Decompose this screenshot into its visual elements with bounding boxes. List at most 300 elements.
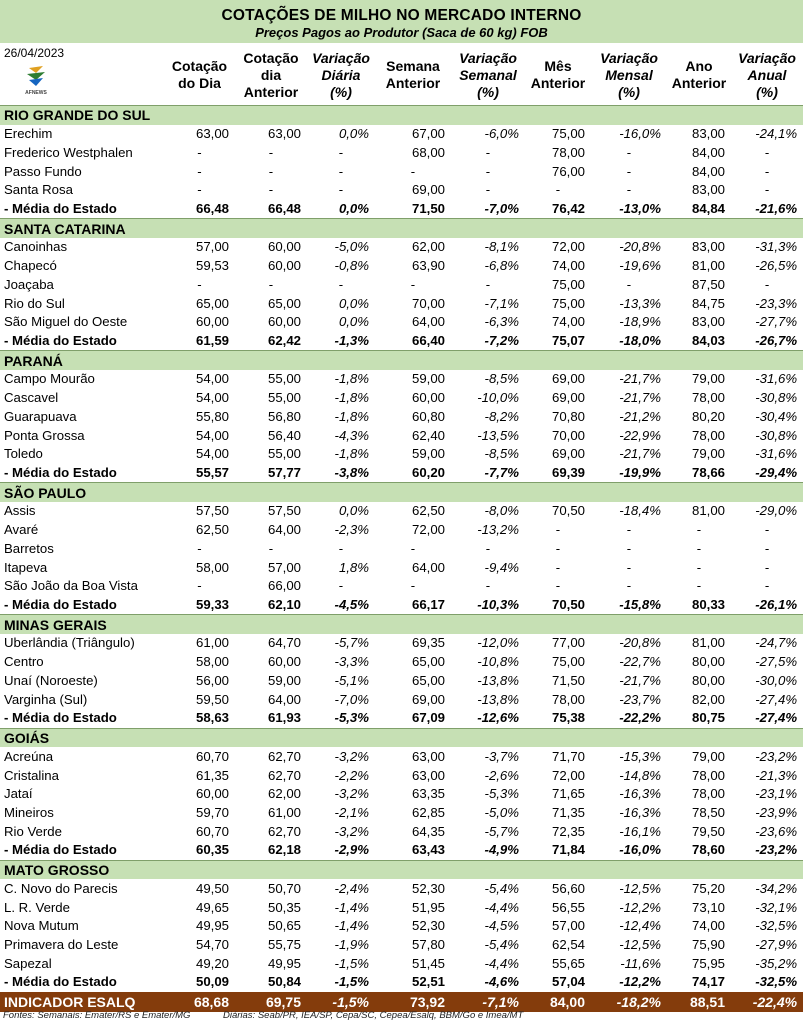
cell-value: -3,2% — [334, 786, 369, 802]
cell-value: 81,00 — [691, 503, 725, 519]
cell-value: -1,4% — [334, 918, 369, 934]
row-label: Passo Fundo — [4, 163, 82, 179]
cell-value: -16,1% — [619, 823, 661, 839]
cell-value: 69,00 — [411, 691, 445, 707]
city-row — [0, 634, 803, 653]
cell-value: 0,0% — [338, 200, 369, 216]
state-section-header — [0, 615, 803, 634]
row-label: INDICADOR ESALQ — [0, 992, 164, 1012]
cell-value: 82,00 — [691, 691, 725, 707]
cell-value: 57,50 — [267, 503, 301, 519]
cell-value: - — [410, 578, 416, 594]
cell-value: - — [626, 163, 632, 179]
cell-value: -21,7% — [619, 672, 661, 688]
cell-value: 57,80 — [411, 936, 445, 952]
cell-value: - — [764, 540, 770, 556]
cell-value: 59,50 — [195, 691, 229, 707]
cell-value: 62,85 — [411, 804, 445, 820]
cell-value: 64,00 — [411, 314, 445, 330]
cell-value: -16,3% — [619, 804, 661, 820]
column-header — [164, 46, 235, 104]
city-row — [0, 143, 803, 162]
cell-value: -12,6% — [477, 710, 519, 726]
state-name: SANTA CATARINA — [0, 219, 803, 238]
cell-value: 54,00 — [195, 390, 229, 406]
cell-value: 84,03 — [691, 332, 725, 348]
cell-value: 64,00 — [267, 522, 301, 538]
cell-value: 72,35 — [551, 823, 585, 839]
column-header-line: Cotação — [171, 58, 228, 74]
column-header-line: (%) — [756, 83, 778, 100]
cell-value: - — [626, 559, 632, 575]
cell-value: 79,00 — [691, 371, 725, 387]
cell-value: 71,35 — [551, 804, 585, 820]
cell-value: -13,2% — [477, 522, 519, 538]
state-section-header — [0, 106, 803, 125]
cell-value: 60,00 — [267, 258, 301, 274]
cell-value: - — [485, 144, 491, 160]
city-row — [0, 766, 803, 785]
cell-value: -23,2% — [755, 842, 798, 858]
cell-value: 60,20 — [411, 465, 445, 481]
cell-value: -5,7% — [334, 635, 369, 651]
row-label: - Média do Estado — [4, 710, 117, 726]
cell-value: -27,4% — [755, 691, 798, 707]
column-header-line: Semana — [386, 58, 440, 74]
cell-value: 64,70 — [267, 635, 301, 651]
cell-value: -3,2% — [334, 748, 369, 764]
cell-value: 63,43 — [411, 842, 445, 858]
cell-value: 62,10 — [267, 597, 301, 613]
row-label: Sapezal — [4, 955, 52, 971]
cell-value: -26,1% — [755, 597, 798, 613]
cell-value: -4,5% — [484, 918, 519, 934]
cell-value: 75,00 — [551, 654, 585, 670]
cell-value: -31,6% — [755, 446, 798, 462]
cell-value: 70,50 — [551, 597, 585, 613]
cell-value: - — [197, 540, 202, 556]
cell-value: - — [485, 182, 491, 198]
row-label: C. Novo do Parecis — [4, 880, 118, 896]
cell-value: - — [764, 182, 770, 198]
cell-value: 84,00 — [525, 992, 591, 1012]
cell-value: -4,3% — [334, 427, 369, 443]
state-name: PARANÁ — [0, 351, 803, 370]
cell-value: 69,00 — [551, 390, 585, 406]
row-label: Cascavel — [4, 390, 59, 406]
city-row — [0, 917, 803, 936]
row-label: Jataí — [4, 786, 33, 802]
cell-value: - — [197, 182, 202, 198]
cell-value: -8,5% — [484, 371, 519, 387]
row-label: Joaçaba — [4, 276, 54, 292]
cell-value: -2,1% — [334, 804, 369, 820]
row-label: Avaré — [4, 522, 39, 538]
column-header-line: Anterior — [385, 75, 441, 91]
cell-value: - — [555, 578, 561, 594]
cell-value: 52,51 — [411, 974, 445, 990]
cell-value: -35,2% — [755, 955, 798, 971]
cell-value: 69,00 — [411, 182, 445, 198]
cell-value: -15,3% — [619, 748, 661, 764]
cell-value: 68,68 — [164, 992, 235, 1012]
cell-value: 63,00 — [267, 126, 301, 142]
cell-value: 57,50 — [195, 503, 229, 519]
city-row — [0, 426, 803, 445]
cell-value: 49,65 — [195, 899, 229, 915]
cell-value: 54,00 — [195, 446, 229, 462]
cell-value: 73,10 — [691, 899, 725, 915]
row-label: Ponta Grossa — [4, 427, 85, 443]
cell-value: 84,84 — [691, 200, 725, 216]
cell-value: 54,00 — [195, 427, 229, 443]
column-header-line: Mensal — [605, 66, 653, 83]
cell-value: 55,00 — [267, 446, 301, 462]
cell-value: 78,66 — [691, 465, 725, 481]
cell-value: 71,65 — [551, 786, 585, 802]
cell-value: -5,1% — [334, 672, 369, 688]
cell-value: -1,8% — [334, 371, 369, 387]
cell-value: 81,00 — [691, 635, 725, 651]
cell-value: - — [485, 540, 491, 556]
column-header — [731, 46, 803, 104]
cell-value: 49,50 — [195, 880, 229, 896]
row-label: Frederico Westphalen — [4, 144, 133, 160]
cell-value: 64,35 — [411, 823, 445, 839]
cell-value: -16,0% — [619, 842, 661, 858]
cell-value: 79,50 — [691, 823, 725, 839]
cell-value: 78,00 — [691, 767, 725, 783]
city-row — [0, 785, 803, 804]
cell-value: -5,7% — [484, 823, 519, 839]
cell-value: 79,00 — [691, 446, 725, 462]
cell-value: 71,84 — [551, 842, 585, 858]
cell-value: 63,00 — [411, 767, 445, 783]
cell-value: 61,00 — [195, 635, 229, 651]
cell-value: -9,4% — [484, 559, 519, 575]
column-header — [591, 46, 667, 104]
cell-value: 78,60 — [691, 842, 725, 858]
cell-value: - — [764, 578, 770, 594]
cell-value: 81,00 — [691, 258, 725, 274]
cell-value: -12,5% — [619, 880, 661, 896]
cell-value: 74,00 — [551, 258, 585, 274]
column-header-line: Anual — [747, 66, 787, 83]
cell-value: 75,38 — [551, 710, 585, 726]
cell-value: 62,70 — [267, 748, 301, 764]
city-row — [0, 294, 803, 313]
cell-value: 83,00 — [691, 182, 725, 198]
cell-value: - — [764, 559, 770, 575]
cell-value: -5,0% — [484, 804, 519, 820]
cell-value: 50,70 — [267, 880, 301, 896]
cell-value: 60,00 — [267, 239, 301, 255]
cell-value: -18,4% — [619, 503, 661, 519]
cell-value: 70,50 — [551, 503, 585, 519]
state-average-row — [0, 709, 803, 728]
cell-value: 69,39 — [551, 465, 585, 481]
city-row — [0, 181, 803, 200]
cell-value: -21,7% — [619, 446, 661, 462]
cell-value: 63,35 — [411, 786, 445, 802]
city-row — [0, 257, 803, 276]
cell-value: -23,7% — [619, 691, 661, 707]
column-header — [667, 46, 731, 104]
cell-value: 63,00 — [195, 126, 229, 142]
cell-value: 66,17 — [411, 597, 445, 613]
cell-value: -11,6% — [620, 955, 661, 971]
cell-value: 75,00 — [551, 126, 585, 142]
city-row — [0, 408, 803, 427]
cell-value: 1,8% — [338, 559, 369, 575]
cell-value: -4,6% — [484, 974, 519, 990]
cell-value: 78,50 — [691, 804, 725, 820]
cell-value: 76,00 — [551, 163, 585, 179]
cell-value: 78,00 — [551, 691, 585, 707]
state-average-row — [0, 332, 803, 351]
column-header — [451, 46, 525, 104]
row-label: Assis — [4, 503, 36, 519]
row-label: - Média do Estado — [4, 842, 117, 858]
cell-value: 57,04 — [551, 974, 585, 990]
cell-value: -21,2% — [619, 408, 661, 424]
row-label: - Média do Estado — [4, 200, 117, 216]
row-label: Mineiros — [4, 804, 54, 820]
state-name: GOIÁS — [0, 728, 803, 747]
cell-value: 60,70 — [195, 823, 229, 839]
row-label: Primavera do Leste — [4, 936, 119, 952]
cell-value: 66,00 — [267, 578, 301, 594]
cell-value: -23,9% — [755, 804, 798, 820]
cell-value: 65,00 — [195, 295, 229, 311]
cell-value: - — [197, 163, 202, 179]
cell-value: 58,00 — [195, 559, 229, 575]
city-row — [0, 275, 803, 294]
cell-value: -5,0% — [334, 239, 369, 255]
cell-value: -7,1% — [484, 295, 519, 311]
cell-value: 69,00 — [551, 371, 585, 387]
cell-value: -3,7% — [484, 748, 519, 764]
cell-value: -4,4% — [484, 955, 519, 971]
row-label: Rio do Sul — [4, 295, 65, 311]
cell-value: -34,2% — [755, 880, 798, 896]
cell-value: 65,00 — [411, 654, 445, 670]
row-label: Uberlândia (Triângulo) — [4, 635, 135, 651]
city-row — [0, 879, 803, 898]
cell-value: 65,00 — [267, 295, 301, 311]
city-row — [0, 502, 803, 521]
cell-value: -32,5% — [755, 918, 798, 934]
cell-value: -30,0% — [755, 672, 798, 688]
cell-value: -18,0% — [619, 332, 661, 348]
cell-value: - — [696, 559, 702, 575]
cell-value: 71,50 — [411, 200, 445, 216]
cell-value: -1,5% — [334, 974, 369, 990]
cell-value: -26,7% — [755, 332, 798, 348]
cell-value: 73,92 — [375, 992, 451, 1012]
city-row — [0, 521, 803, 540]
cell-value: 60,00 — [267, 654, 301, 670]
cell-value: 75,07 — [551, 332, 585, 348]
cell-value: 62,54 — [551, 936, 585, 952]
page-subtitle: Preços Pagos ao Produtor (Saca de 60 kg) FOB — [255, 25, 548, 40]
cell-value: -5,3% — [484, 786, 519, 802]
cell-value: -21,6% — [755, 200, 798, 216]
cell-value: -2,2% — [334, 767, 369, 783]
cell-value: 72,00 — [551, 767, 585, 783]
cell-value: 64,00 — [267, 691, 301, 707]
cell-value: 58,63 — [195, 710, 229, 726]
cell-value: 69,00 — [551, 446, 585, 462]
cell-value: -12,5% — [619, 936, 661, 952]
cell-value: - — [338, 276, 344, 292]
row-label: São João da Boa Vista — [4, 578, 138, 594]
state-average-row — [0, 596, 803, 615]
cell-value: 83,00 — [691, 126, 725, 142]
cell-value: -30,4% — [755, 408, 798, 424]
afnews-logo — [24, 64, 48, 98]
cell-value: - — [338, 182, 344, 198]
cell-value: 57,00 — [551, 918, 585, 934]
cell-value: - — [485, 276, 491, 292]
cell-value: -27,5% — [755, 654, 798, 670]
column-header-line: Variação — [312, 49, 370, 66]
row-label: Nova Mutum — [4, 918, 79, 934]
row-label: - Média do Estado — [4, 332, 117, 348]
cell-value: - — [555, 182, 561, 198]
cell-value: 74,00 — [691, 918, 725, 934]
cell-value: 61,59 — [195, 332, 229, 348]
cell-value: -21,3% — [755, 767, 798, 783]
column-header-line: (%) — [330, 83, 352, 100]
cell-value: -1,8% — [334, 390, 369, 406]
column-header-line: do Dia — [178, 75, 221, 91]
cell-value: 56,40 — [267, 427, 301, 443]
cell-value: -1,8% — [334, 446, 369, 462]
cell-value: 59,00 — [267, 672, 301, 688]
cell-value: - — [197, 276, 202, 292]
state-name: RIO GRANDE DO SUL — [0, 106, 803, 125]
column-header-line: Anterior — [671, 75, 727, 91]
cell-value: 59,70 — [195, 804, 229, 820]
cell-value: -13,8% — [477, 691, 519, 707]
state-name: MATO GROSSO — [0, 860, 803, 879]
cell-value: 70,80 — [551, 408, 585, 424]
state-average-row — [0, 841, 803, 860]
city-row — [0, 313, 803, 332]
cell-value: 62,70 — [267, 767, 301, 783]
column-header-line: Variação — [459, 49, 517, 66]
cell-value: - — [764, 144, 770, 160]
cell-value: -1,5% — [334, 955, 369, 971]
cell-value: - — [626, 522, 632, 538]
cell-value: 71,70 — [551, 748, 585, 764]
row-label: Guarapuava — [4, 408, 77, 424]
row-label: Toledo — [4, 446, 43, 462]
cell-value: 55,65 — [551, 955, 585, 971]
city-row — [0, 370, 803, 389]
column-header — [235, 46, 307, 104]
cell-value: - — [764, 276, 770, 292]
row-label: - Média do Estado — [4, 974, 117, 990]
cell-value: - — [555, 522, 561, 538]
cell-value: -6,0% — [484, 126, 519, 142]
cell-value: -29,4% — [755, 465, 798, 481]
cell-value: -10,0% — [477, 390, 519, 406]
cell-value: 0,0% — [338, 295, 369, 311]
cell-value: -8,2% — [484, 408, 519, 424]
cell-value: - — [555, 540, 561, 556]
cell-value: - — [764, 163, 770, 179]
column-header — [307, 46, 375, 104]
cell-value: 59,00 — [411, 446, 445, 462]
row-label: Barretos — [4, 540, 54, 556]
cell-value: -24,7% — [755, 635, 798, 651]
cell-value: 52,30 — [411, 880, 445, 896]
city-row — [0, 162, 803, 181]
state-section-header — [0, 860, 803, 879]
state-name: SÃO PAULO — [0, 483, 803, 502]
cell-value: -23,1% — [755, 786, 798, 802]
cell-value: 55,00 — [267, 371, 301, 387]
state-section-header — [0, 351, 803, 370]
cell-value: 63,00 — [411, 748, 445, 764]
city-row — [0, 954, 803, 973]
cell-value: -2,9% — [334, 842, 369, 858]
cell-value: 0,0% — [338, 503, 369, 519]
cell-value: -13,8% — [477, 672, 519, 688]
cell-value: 68,00 — [411, 144, 445, 160]
cell-value: - — [268, 540, 274, 556]
cell-value: -3,3% — [334, 654, 369, 670]
cell-value: -1,5% — [307, 992, 375, 1012]
cell-value: -31,6% — [755, 371, 798, 387]
cell-value: -6,3% — [484, 314, 519, 330]
cell-value: -5,3% — [334, 710, 369, 726]
row-label: São Miguel do Oeste — [4, 314, 128, 330]
cell-value: - — [268, 182, 274, 198]
cell-value: -12,2% — [619, 899, 661, 915]
cell-value: 84,75 — [691, 295, 725, 311]
cell-value: 63,90 — [411, 258, 445, 274]
cell-value: -23,2% — [755, 748, 798, 764]
city-row — [0, 822, 803, 841]
cell-value: -21,7% — [619, 390, 661, 406]
column-header-line: (%) — [618, 83, 640, 100]
cell-value: - — [485, 578, 491, 594]
row-label: Rio Verde — [4, 823, 62, 839]
cell-value: 54,00 — [195, 371, 229, 387]
quotes-table — [0, 105, 803, 1012]
cell-value: 50,65 — [267, 918, 301, 934]
footer — [3, 1010, 524, 1021]
row-label: Campo Mourão — [4, 371, 95, 387]
cell-value: -7,0% — [484, 200, 519, 216]
cell-value: 80,00 — [691, 654, 725, 670]
cell-value: -18,9% — [619, 314, 661, 330]
cell-value: 60,00 — [267, 314, 301, 330]
cell-value: - — [410, 540, 416, 556]
cell-value: - — [626, 144, 632, 160]
cell-value: -26,5% — [755, 258, 798, 274]
cell-value: -1,9% — [334, 936, 369, 952]
cell-value: -22,4% — [731, 992, 803, 1012]
cell-value: 70,00 — [551, 427, 585, 443]
cell-value: -23,6% — [755, 823, 798, 839]
cell-value: 62,70 — [267, 823, 301, 839]
cell-value: - — [338, 163, 344, 179]
cell-value: -5,4% — [484, 880, 519, 896]
